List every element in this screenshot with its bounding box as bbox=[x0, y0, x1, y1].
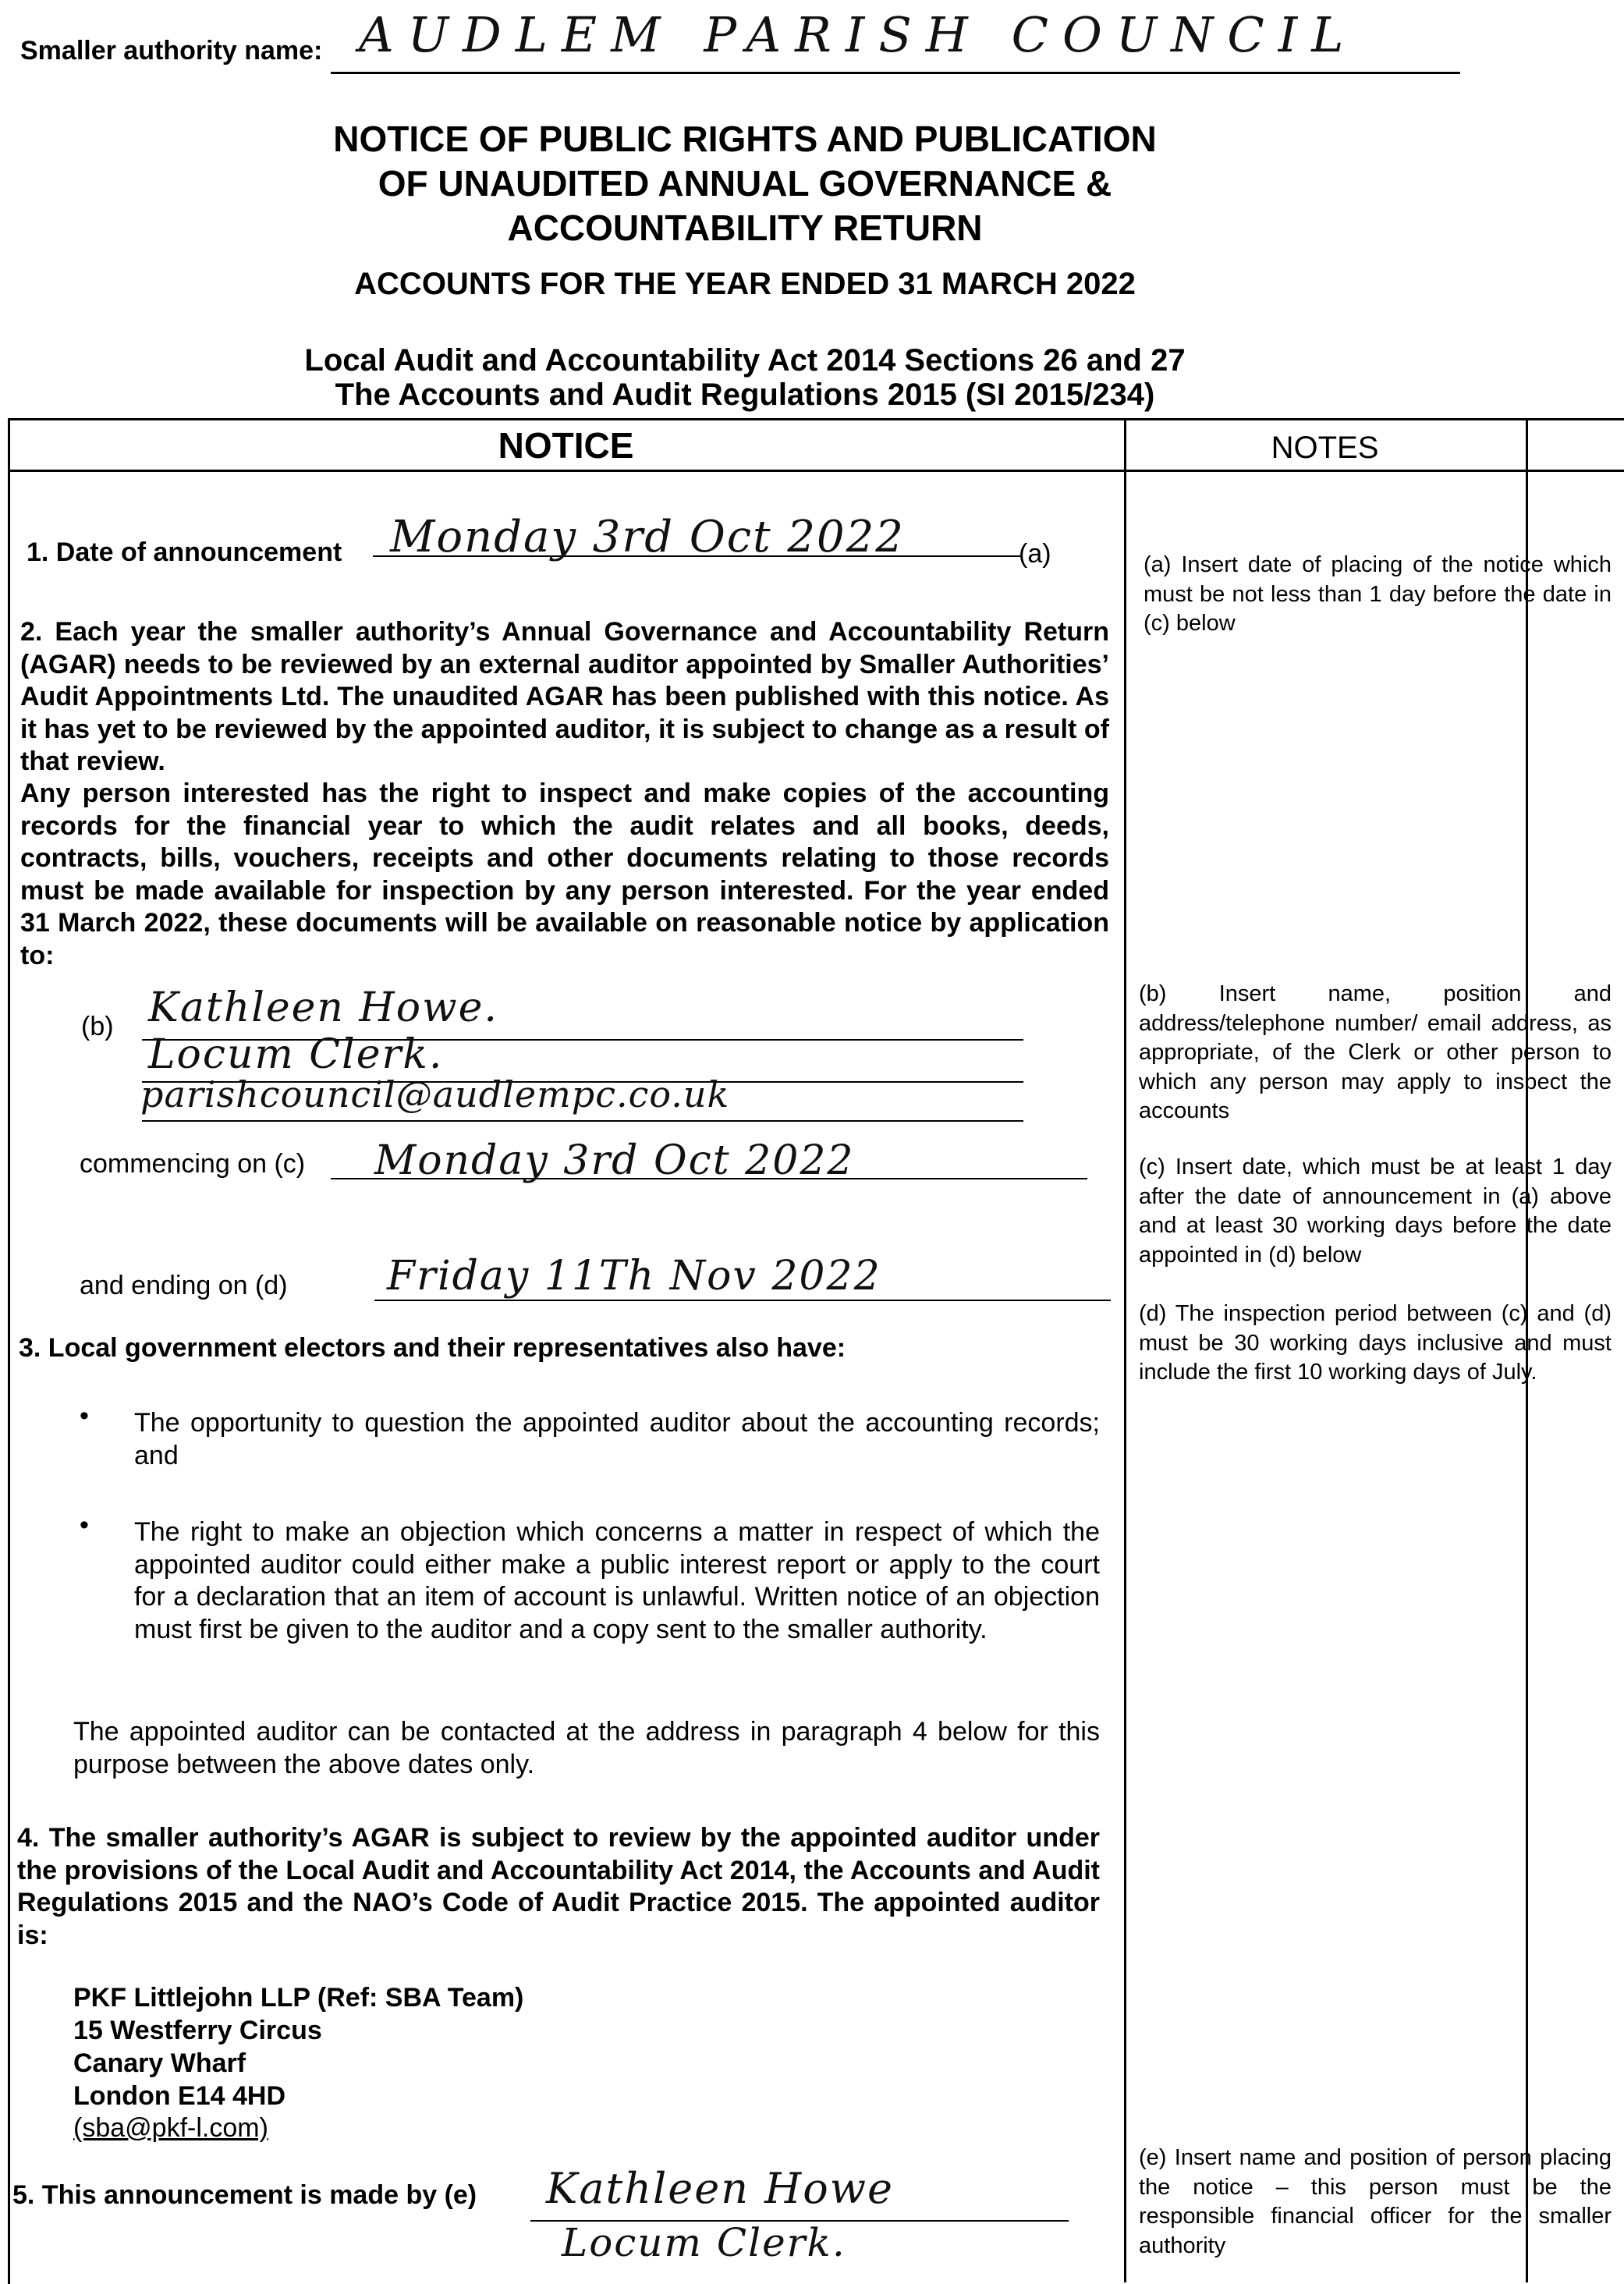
note-b: (b) Insert name, position and address/telephone number/ email address, as appropriate, of the Clerk or other person to which any person may apply to inspect the accounts bbox=[1139, 981, 1612, 1123]
table-column-divider bbox=[1124, 418, 1126, 2282]
item3-heading: 3. Local government electors and their representatives also have: bbox=[19, 1333, 846, 1363]
contact-underline-3 bbox=[142, 1120, 1023, 1122]
table-header-rule bbox=[8, 470, 1624, 472]
notice-title bbox=[0, 117, 1490, 250]
authority-name-underline bbox=[331, 72, 1460, 74]
notes-column-heading: NOTES bbox=[1271, 431, 1379, 465]
table-left-rule bbox=[8, 420, 10, 2284]
commencing-date: Monday 3rd Oct 2022 bbox=[374, 1137, 855, 1184]
announcer-position: Locum Clerk. bbox=[562, 2220, 846, 2265]
commencing-label: commencing on (c) bbox=[80, 1149, 306, 1179]
bullet-1-dot: • bbox=[80, 1401, 89, 1431]
contact-marker: (b) bbox=[81, 1012, 114, 1041]
auditor-email: (sba@pkf-l.com) bbox=[73, 2113, 268, 2143]
authority-name-label: Smaller authority name: bbox=[20, 36, 323, 66]
title-line-1: NOTICE OF PUBLIC RIGHTS AND PUBLICATION bbox=[333, 119, 1157, 159]
auditor-area: Canary Wharf bbox=[73, 2048, 246, 2078]
item4-paragraph: 4. The smaller authority’s AGAR is subject to review by the appointed auditor under the provisions of the Local Audit and Accountability Act 2014, the Accounts and Audit Regulations 2015 and the NAO’s Code of Audit Practice 2015. The appointed auditor is: bbox=[17, 1823, 1100, 1950]
ending-label: and ending on (d) bbox=[80, 1271, 288, 1300]
note-a: (a) Insert date of placing of the notice which must be not less than 1 day before the date in (c) below bbox=[1144, 552, 1612, 636]
auditor-address bbox=[73, 1981, 523, 2112]
auditor-name: PKF Littlejohn LLP (Ref: SBA Team) bbox=[73, 1983, 524, 2013]
item1-label: 1. Date of announcement bbox=[27, 537, 342, 567]
announcement-date: Monday 3rd Oct 2022 bbox=[390, 512, 905, 562]
legislation-line-1: Local Audit and Accountability Act 2014 Sections 26 and 27 bbox=[304, 343, 1186, 378]
ending-date: Friday 11Th Nov 2022 bbox=[387, 1253, 881, 1300]
item5-label: 5. This announcement is made by (e) bbox=[12, 2180, 477, 2210]
item3-footer: The appointed auditor can be contacted at the address in paragraph 4 below for this purpose between the above dates only. bbox=[73, 1717, 1100, 1779]
contact-position: Locum Clerk. bbox=[148, 1031, 444, 1078]
item2-paragraph-2: Any person interested has the right to inspect and make copies of the accounting records for the financial year to which the audit relates and all books, deeds, contracts, bills, vouchers, receipts and other documents relating to those records must be made available for inspection by any person interested. For the year ended 31 March 2022, these documents will be available on reasonable notice by application to: bbox=[20, 778, 1109, 970]
auditor-city: London E14 4HD bbox=[73, 2081, 286, 2111]
ending-underline bbox=[374, 1300, 1111, 1301]
auditor-street: 15 Westferry Circus bbox=[73, 2016, 322, 2045]
note-d: (d) The inspection period between (c) and (d) must be 30 working days inclusive and must include the first 10 working days of July. bbox=[1139, 1301, 1612, 1385]
contact-email: parishcouncil@audlempc.co.uk bbox=[140, 1073, 730, 1115]
notice-column-heading: NOTICE bbox=[498, 425, 634, 466]
accounts-year-title: ACCOUNTS FOR THE YEAR ENDED 31 MARCH 2022 bbox=[354, 267, 1136, 301]
note-c: (c) Insert date, which must be at least 1 day after the date of announcement in (a) above and at least 30 working days before the date appointed in (d) below bbox=[1139, 1154, 1612, 1268]
bullet-2-text: The right to make an objection which concerns a matter in respect of which the appointed auditor could either make a public interest report or apply to the court for a declaration that an item of account is unlawful. Written notice of an objection must first be given to the auditor and a copy sent to the smaller authority. bbox=[134, 1517, 1100, 1644]
table-top-rule bbox=[8, 418, 1624, 420]
title-line-3: ACCOUNTABILITY RETURN bbox=[507, 207, 983, 248]
authority-name-value: AUDLEM PARISH COUNCIL bbox=[359, 6, 1358, 63]
announcer-name: Kathleen Howe bbox=[546, 2164, 894, 2213]
contact-name: Kathleen Howe. bbox=[148, 984, 498, 1031]
bullet-2-dot: • bbox=[80, 1510, 89, 1540]
title-line-2: OF UNAUDITED ANNUAL GOVERNANCE & bbox=[378, 163, 1112, 204]
legislation-reference bbox=[0, 343, 1490, 412]
note-e: (e) Insert name and position of person placing the notice – this person must be the responsible financial officer for the smaller authority bbox=[1139, 2145, 1612, 2258]
item1-suffix: (a) bbox=[1019, 539, 1051, 569]
bullet-1-text: The opportunity to question the appointed auditor about the accounting records; and bbox=[134, 1408, 1100, 1470]
item2-paragraph-1: 2. Each year the smaller authority’s Annual Governance and Accountability Return (AGAR) needs to be reviewed by an external auditor appointed by Smaller Authorities’ Audit Appointments Ltd. The unaudited AGAR has been published with this notice. As it has yet to be reviewed by the appointed auditor, it is subject to change as a result of that review. bbox=[20, 617, 1109, 776]
legislation-line-2: The Accounts and Audit Regulations 2015 (SI 2015/234) bbox=[335, 378, 1155, 412]
